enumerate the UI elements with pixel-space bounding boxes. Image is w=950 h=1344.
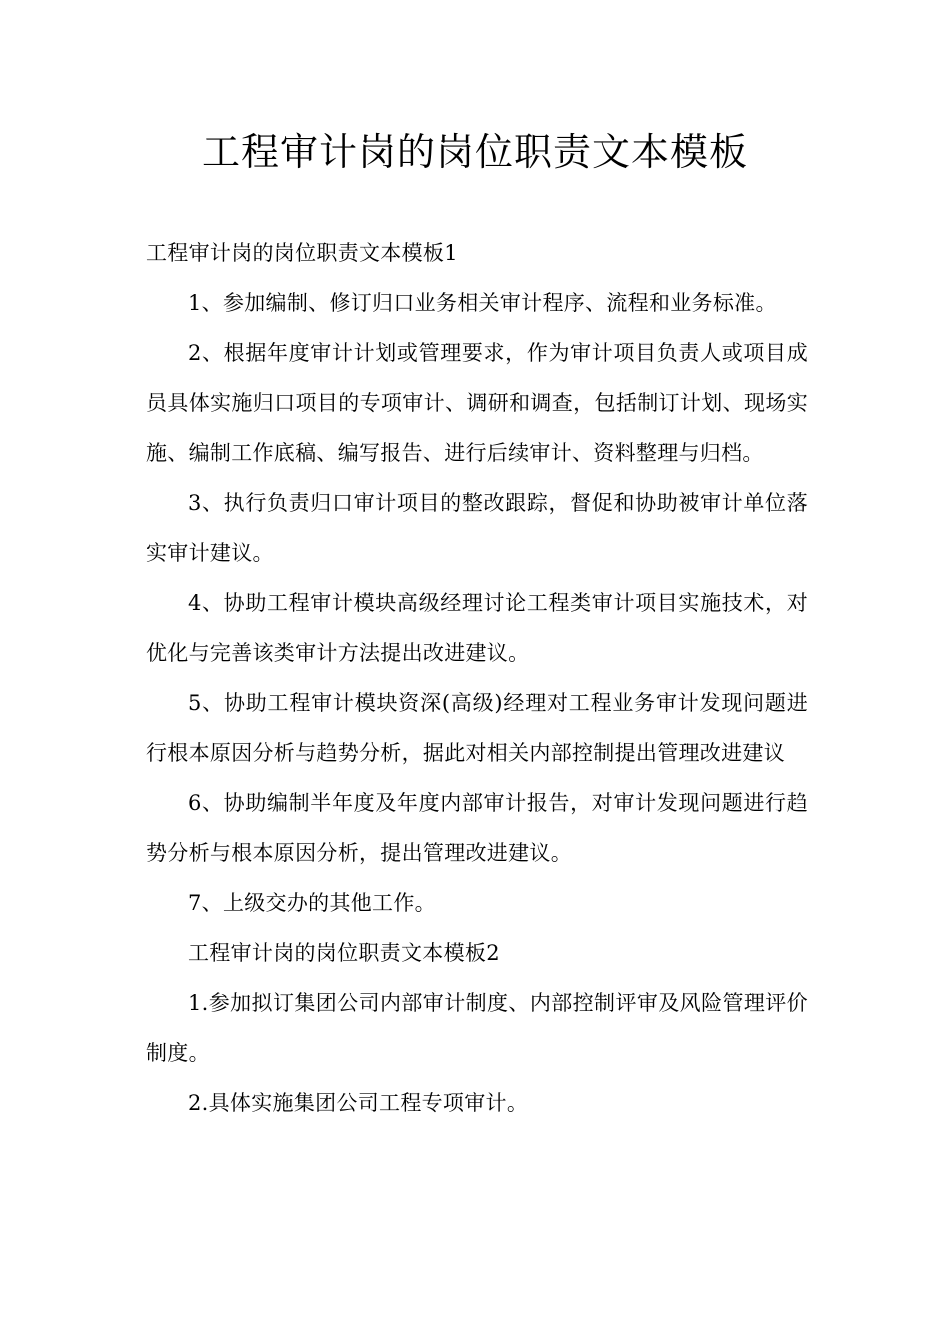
paragraph-item-6: 6、协助编制半年度及年度内部审计报告，对审计发现问题进行趋势分析与根本原因分析，提出管理改进建议。 bbox=[146, 791, 808, 865]
paragraph-item-7: 7、上级交办的其他工作。 bbox=[188, 891, 436, 915]
paragraph-item-1: 1、参加编制、修订归口业务相关审计程序、流程和业务标准。 bbox=[188, 291, 777, 315]
document-title: 工程审计岗的岗位职责文本模板 bbox=[201, 130, 748, 174]
paragraph-item-2-2: 2.具体实施集团公司工程专项审计。 bbox=[188, 1091, 529, 1115]
paragraph-item-5: 5、协助工程审计模块资深(高级)经理对工程业务审计发现问题进行根本原因分析与趋势分析，据此对相关内部控制提出管理改进建议 bbox=[146, 691, 808, 765]
paragraph-item-2-1: 1.参加拟订集团公司内部审计制度、内部控制评审及风险管理评价制度。 bbox=[146, 991, 808, 1065]
section-heading-2: 工程审计岗的岗位职责文本模板2 bbox=[188, 941, 500, 965]
paragraph-item-3: 3、执行负责归口审计项目的整改跟踪，督促和协助被审计单位落实审计建议。 bbox=[146, 491, 808, 565]
paragraph-item-2: 2、根据年度审计计划或管理要求，作为审计项目负责人或项目成员具体实施归口项目的专项审计、调研和调查，包括制订计划、现场实施、编制工作底稿、编写报告、进行后续审计、资料整理与归档。 bbox=[146, 341, 808, 465]
document-body bbox=[146, 228, 808, 1128]
section-heading-1: 工程审计岗的岗位职责文本模板1 bbox=[146, 241, 458, 265]
paragraph-item-4: 4、协助工程审计模块高级经理讨论工程类审计项目实施技术，对优化与完善该类审计方法提出改进建议。 bbox=[146, 591, 808, 665]
